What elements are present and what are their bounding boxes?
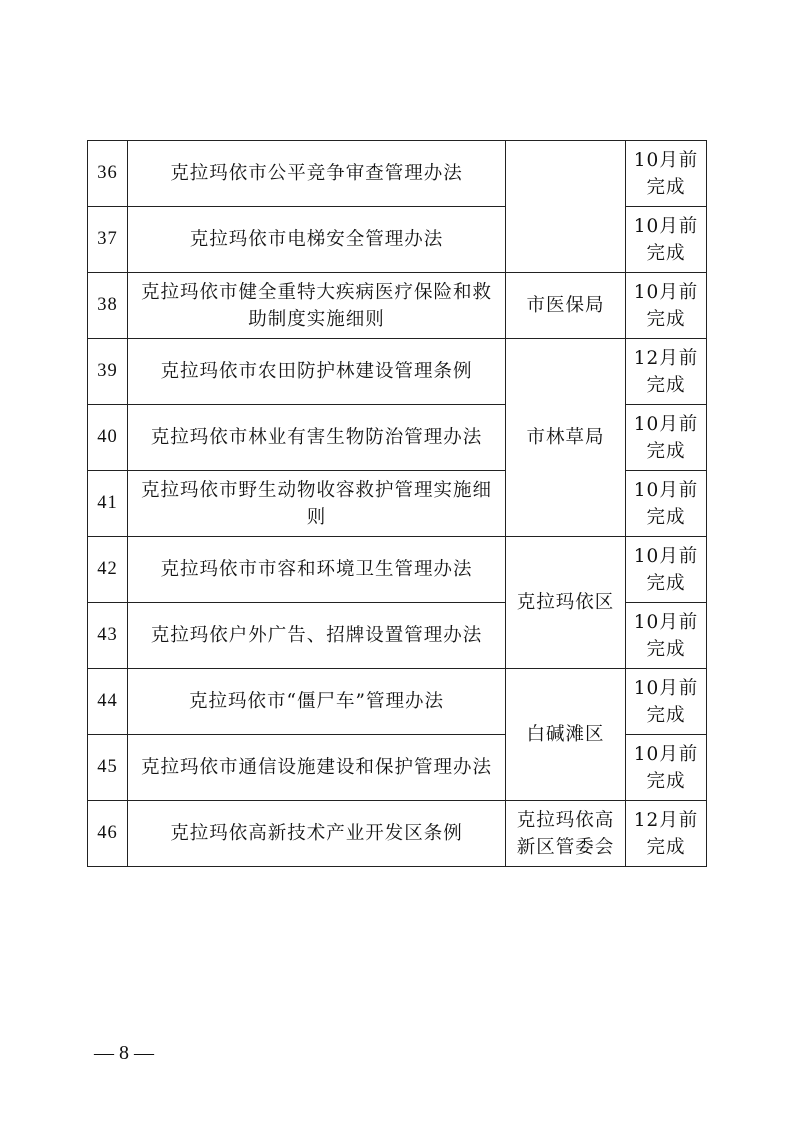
deadline-month: 10月前 bbox=[633, 545, 699, 567]
deadline-status: 完成 bbox=[646, 176, 686, 198]
deadline-status: 完成 bbox=[646, 572, 686, 594]
regulation-name: 克拉玛依市野生动物收容救护管理实施细则 bbox=[128, 471, 506, 537]
row-number: 36 bbox=[88, 141, 128, 207]
table-row bbox=[88, 339, 707, 405]
deadline-month: 10月前 bbox=[633, 677, 699, 699]
regulation-name: 克拉玛依市通信设施建设和保护管理办法 bbox=[128, 735, 506, 801]
regulation-name: 克拉玛依高新技术产业开发区条例 bbox=[128, 801, 506, 867]
deadline-cell bbox=[626, 273, 707, 339]
deadline-cell bbox=[626, 405, 707, 471]
row-number: 45 bbox=[88, 735, 128, 801]
deadline-cell bbox=[626, 207, 707, 273]
row-number: 37 bbox=[88, 207, 128, 273]
deadline-month: 10月前 bbox=[633, 413, 699, 435]
deadline-month: 10月前 bbox=[633, 611, 699, 633]
deadline-cell bbox=[626, 735, 707, 801]
responsible-department: 市医保局 bbox=[506, 273, 626, 339]
regulation-name: 克拉玛依市健全重特大疾病医疗保险和救助制度实施细则 bbox=[128, 273, 506, 339]
deadline-month: 12月前 bbox=[633, 347, 699, 369]
deadline-status: 完成 bbox=[646, 836, 686, 858]
deadline-cell bbox=[626, 471, 707, 537]
regulation-name: 克拉玛依市市容和环境卫生管理办法 bbox=[128, 537, 506, 603]
table-row bbox=[88, 669, 707, 735]
row-number: 39 bbox=[88, 339, 128, 405]
regulation-plan-table bbox=[87, 140, 707, 867]
deadline-month: 10月前 bbox=[633, 743, 699, 765]
responsible-department: 白碱滩区 bbox=[506, 669, 626, 801]
row-number: 43 bbox=[88, 603, 128, 669]
table-row bbox=[88, 801, 707, 867]
row-number: 42 bbox=[88, 537, 128, 603]
deadline-month: 10月前 bbox=[633, 479, 699, 501]
responsible-department: 克拉玛依区 bbox=[506, 537, 626, 669]
regulation-name: 克拉玛依市公平竞争审查管理办法 bbox=[128, 141, 506, 207]
row-number: 41 bbox=[88, 471, 128, 537]
deadline-month: 10月前 bbox=[633, 215, 699, 237]
deadline-cell bbox=[626, 669, 707, 735]
responsible-department: 克拉玛依高新区管委会 bbox=[506, 801, 626, 867]
deadline-status: 完成 bbox=[646, 638, 686, 660]
regulation-name: 克拉玛依市农田防护林建设管理条例 bbox=[128, 339, 506, 405]
deadline-cell bbox=[626, 339, 707, 405]
deadline-cell bbox=[626, 537, 707, 603]
deadline-status: 完成 bbox=[646, 704, 686, 726]
row-number: 38 bbox=[88, 273, 128, 339]
deadline-month: 12月前 bbox=[633, 809, 699, 831]
deadline-cell bbox=[626, 603, 707, 669]
deadline-status: 完成 bbox=[646, 374, 686, 396]
regulation-name: 克拉玛依市电梯安全管理办法 bbox=[128, 207, 506, 273]
deadline-status: 完成 bbox=[646, 770, 686, 792]
deadline-cell bbox=[626, 141, 707, 207]
row-number: 46 bbox=[88, 801, 128, 867]
deadline-month: 10月前 bbox=[633, 149, 699, 171]
deadline-month: 10月前 bbox=[633, 281, 699, 303]
table-row bbox=[88, 537, 707, 603]
regulation-name: 克拉玛依户外广告、招牌设置管理办法 bbox=[128, 603, 506, 669]
row-number: 40 bbox=[88, 405, 128, 471]
table-row bbox=[88, 141, 707, 207]
table-row bbox=[88, 273, 707, 339]
regulation-name: 克拉玛依市林业有害生物防治管理办法 bbox=[128, 405, 506, 471]
deadline-status: 完成 bbox=[646, 506, 686, 528]
responsible-department: 市林草局 bbox=[506, 339, 626, 537]
deadline-status: 完成 bbox=[646, 242, 686, 264]
deadline-status: 完成 bbox=[646, 308, 686, 330]
deadline-cell bbox=[626, 801, 707, 867]
responsible-department bbox=[506, 141, 626, 273]
deadline-status: 完成 bbox=[646, 440, 686, 462]
row-number: 44 bbox=[88, 669, 128, 735]
regulation-name: 克拉玛依市“僵尸车”管理办法 bbox=[128, 669, 506, 735]
page-number: — 8 — bbox=[94, 1042, 154, 1064]
